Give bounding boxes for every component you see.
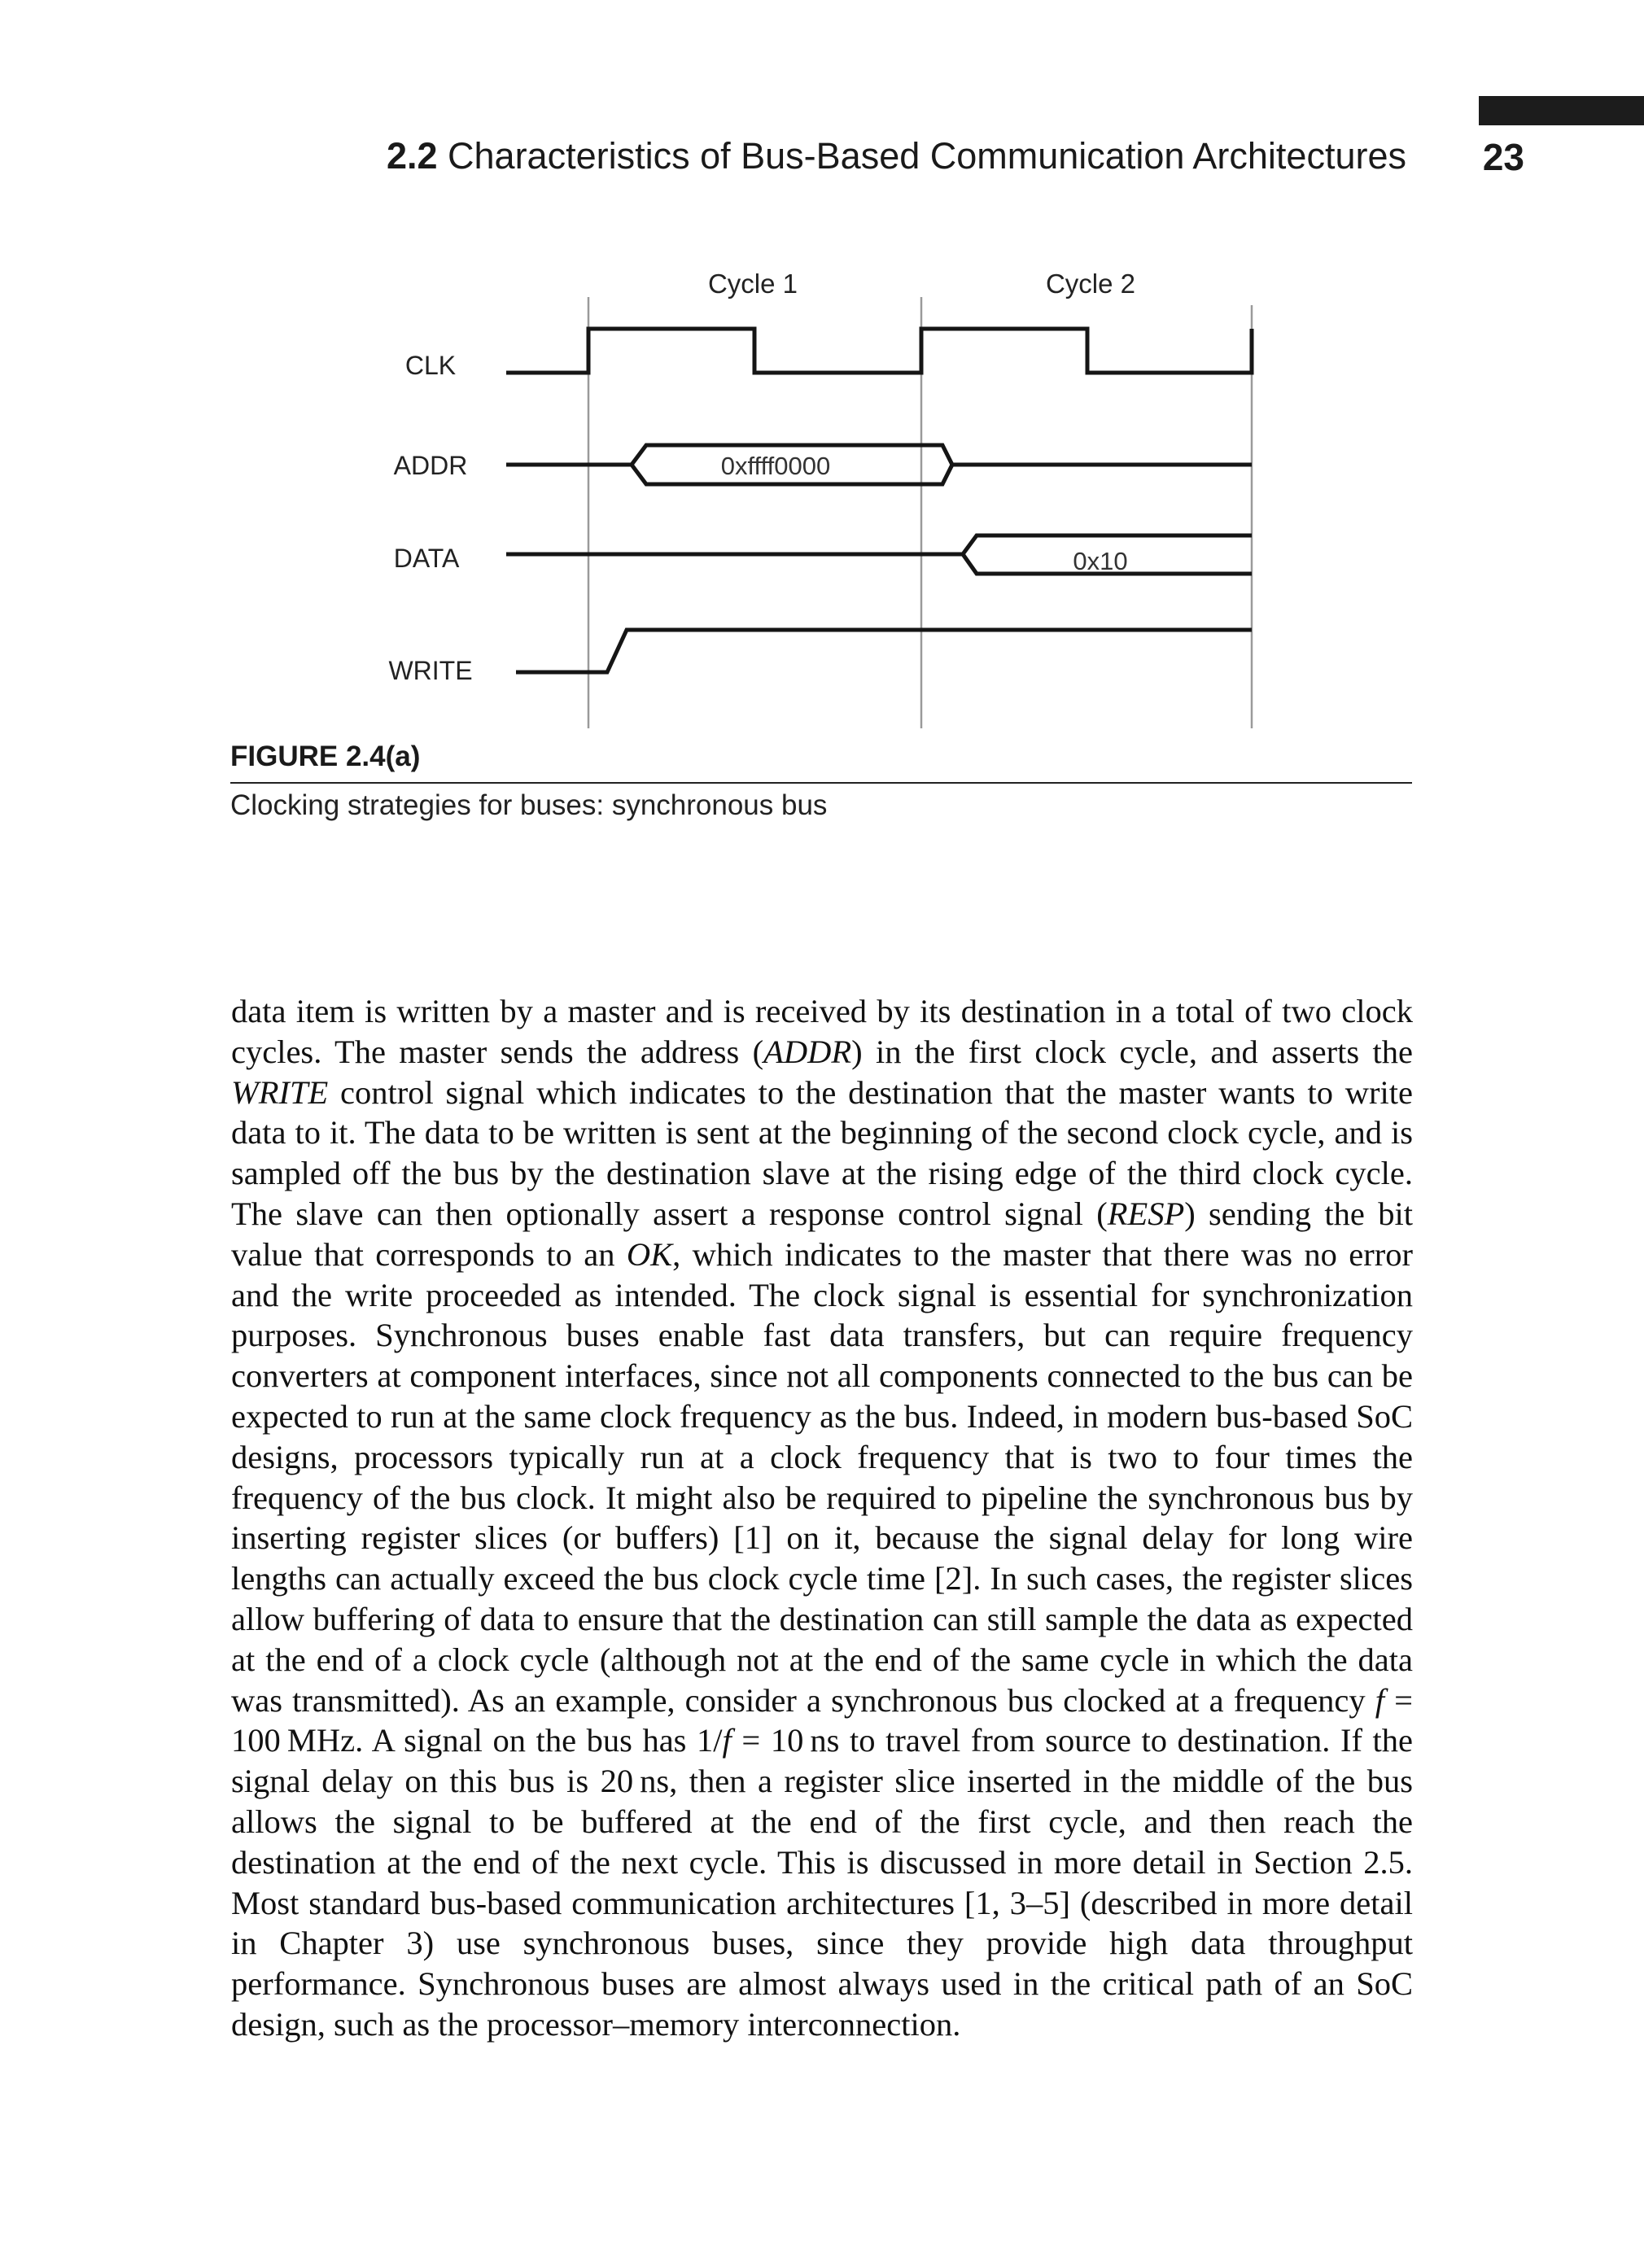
body-text-6: = 100 MHz. A signal on the bus has 1/ [231, 1681, 1413, 1759]
timing-diagram [0, 244, 1644, 732]
body-text-1: data item is written by a master and is received by its destination in a total of two clock cycles. The master sends the address ( [231, 993, 1413, 1070]
body-text-5: , which indicates to the master that there was no error and the write proceeded as intended. The clock signal is essential for synchronization purposes. Synchronous buses enable fast data transfers, but can require frequency converters at component interfaces, since not all components connected to the bus can be expected to run at the same clock frequency as the bus. Indeed, in modern bus-based SoC designs, processors typically run at a clock frequency that is two to four times the frequency of the bus clock. It might also be required to pipeline the synchronous bus by inserting register slices (or buffers) [1] on it, because the signal delay for long wire lengths can actually exceed the bus clock cycle time [2]. In such cases, the register slices allow buffering of data to ensure that the destination can still sample the data as expected at the end of a clock cycle (although not at the end of the same cycle in which the data was transmitted). As an example, consider a synchronous bus clocked at a frequency [231, 1235, 1413, 1719]
body-paragraph [231, 991, 1413, 2045]
header-title [387, 135, 1406, 177]
term-f-2: f [722, 1722, 732, 1759]
term-resp: RESP [1107, 1195, 1185, 1232]
write-label: WRITE [388, 656, 473, 685]
cycle-2-label: Cycle 2 [1045, 269, 1136, 299]
section-title: Characteristics of Bus-Based Communication Architectures [448, 135, 1406, 177]
write-waveform [516, 630, 1252, 672]
term-write: WRITE [231, 1073, 329, 1111]
body-text-2: ) in the first clock cycle, and asserts the [851, 1033, 1413, 1070]
body-text-7: = 10 ns to travel from source to destination. If the signal delay on this bus is 20 ns, then a register slice inserted in the middle of the bus allows the signal to be buffered at the end of the first cycle, and then reach the destination at the end of the next cycle. This is discussed in more detail in Section 2.5. Most standard bus-based communication architectures [1, 3–5] (described in more detail in Chapter 3) use synchronous buses, since they provide high data throughput performance. Synchronous buses are almost always used in the critical path of an SoC design, such as the processor–memory interconnection. [231, 1722, 1414, 2043]
term-ok: OK [626, 1235, 673, 1273]
running-header [228, 135, 1524, 184]
addr-value: 0xffff0000 [720, 452, 831, 480]
chapter-tab-marker [1479, 96, 1644, 125]
data-waveform-top [506, 535, 1252, 554]
addr-waveform-top [506, 445, 1252, 465]
section-number: 2.2 [386, 135, 438, 177]
page-number: 23 [1482, 136, 1524, 178]
figure-number: FIGURE 2.4(a) [230, 741, 421, 772]
term-f-1: f [1375, 1681, 1385, 1719]
term-addr: ADDR [763, 1033, 852, 1070]
figure-caption: Clocking strategies for buses: synchronous bus [230, 789, 828, 821]
clk-waveform [506, 329, 1252, 373]
clk-label: CLK [404, 351, 457, 380]
addr-label: ADDR [393, 451, 468, 480]
data-label: DATA [393, 544, 460, 573]
data-value: 0x10 [1073, 547, 1128, 575]
body-text-3: control signal which indicates to the destination that the master wants to write data to it. The data to be written is sent at the beginning of the second clock cycle, and is sampled off the bus by the destination slave at the rising edge of the third clock cycle. The slave can then optionally assert a response control signal ( [231, 1073, 1413, 1232]
figure-rule [230, 782, 1412, 784]
body-text-4: ) sending the bit value that corresponds to an [231, 1195, 1413, 1273]
cycle-1-label: Cycle 1 [707, 269, 798, 299]
